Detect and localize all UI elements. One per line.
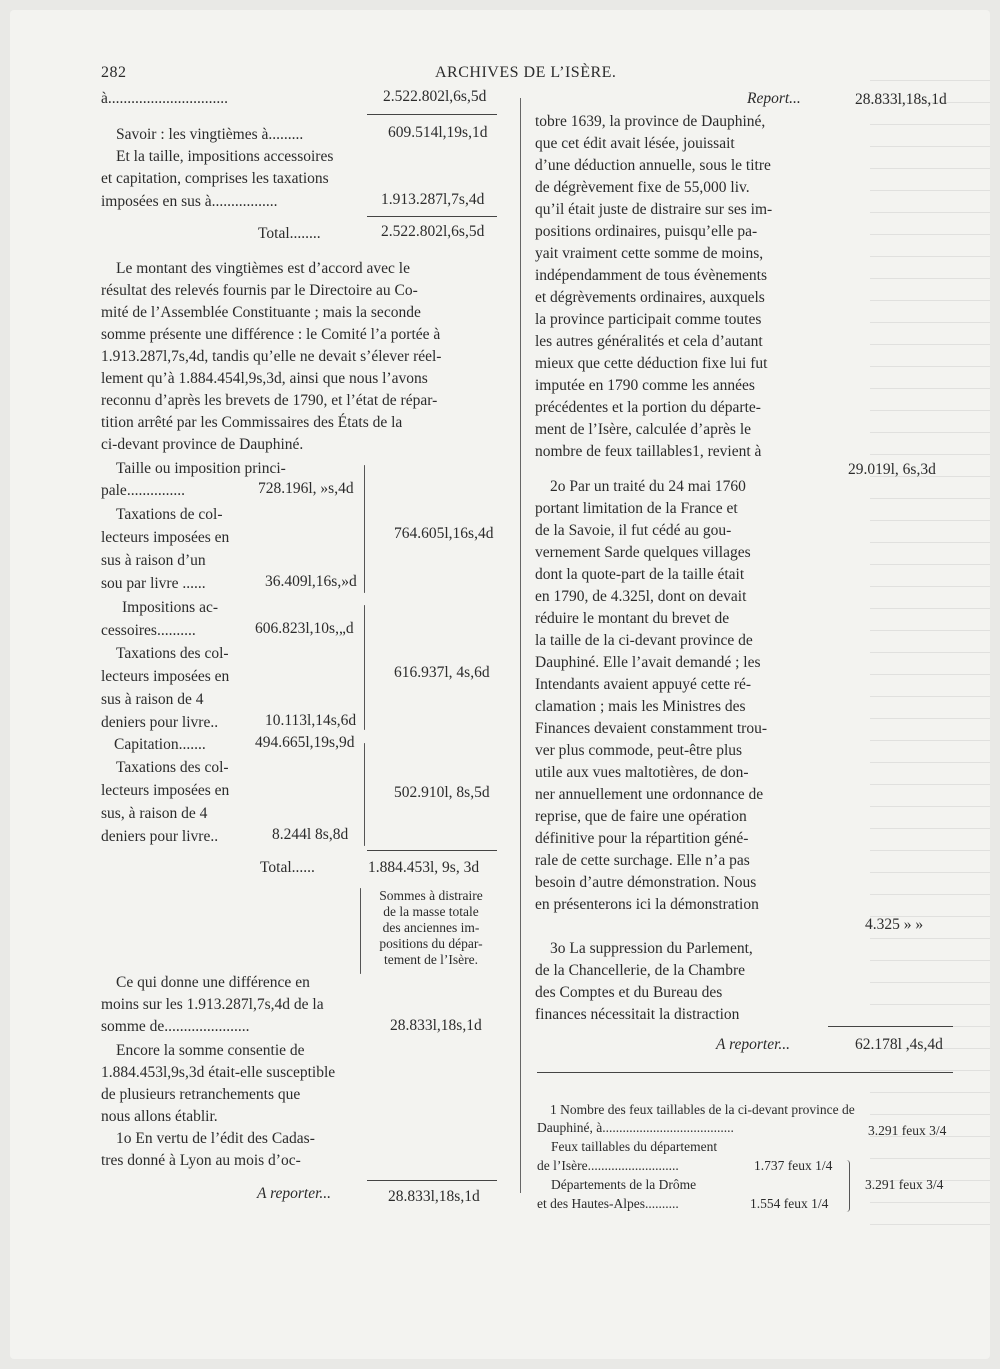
table-row: cessoires..........: [101, 622, 196, 639]
a-reporter-label: A reporter...: [257, 1185, 332, 1202]
para-line: de la Chancellerie, de la Chambre: [535, 962, 746, 979]
para-line: définitive pour la répartition géné-: [535, 830, 749, 847]
table-row: Taxations des col-: [116, 645, 229, 662]
table-row: Taxations des col-: [116, 759, 229, 776]
table-row: Capitation.......: [114, 736, 206, 753]
table-row: Impositions ac-: [122, 599, 218, 616]
table-row: deniers pour livre..: [101, 828, 219, 845]
table-row: lecteurs imposées en: [101, 782, 230, 799]
para-line: rale de cette surchage. Elle n’a pas: [535, 852, 750, 869]
para-line: Encore la somme consentie de: [116, 1042, 305, 1059]
para-line: Le montant des vingtièmes est d’accord avec le: [116, 260, 410, 277]
para-line: nous allons établir.: [101, 1108, 218, 1125]
note-line: de la masse totale: [383, 904, 479, 919]
brace: [364, 465, 365, 593]
table-amount: 8.244l 8s,8d: [272, 826, 349, 843]
footnote-line: de l’Isère...........................: [537, 1158, 679, 1173]
para-line: Finances devaient constamment trou-: [535, 720, 768, 737]
para-line: Ce qui donne une différence en: [116, 974, 310, 991]
sum-rule: [367, 1180, 497, 1181]
para-line: lement qu’à 1.884.454l,9s,3d, ainsi que nous l’avons: [101, 370, 428, 387]
amount-deduction: 29.019l, 6s,3d: [848, 461, 936, 478]
table-row: sus à raison de 4: [101, 691, 204, 708]
para-line: moins sur les 1.913.287l,7s,4d de la: [101, 996, 324, 1013]
amount-difference: 28.833l,18s,1d: [390, 1017, 482, 1034]
table-amount: 494.665l,19s,9d: [255, 734, 355, 751]
para-line: 1.884.453l,9s,3d était-elle susceptible: [101, 1064, 336, 1081]
table-row: Taille ou imposition princi-: [116, 460, 286, 477]
a-reporter-amount: 62.178l ,4s,4d: [855, 1036, 943, 1053]
running-title: ARCHIVES DE L’ISÈRE.: [435, 64, 617, 81]
footnote-line: Départements de la Drôme: [551, 1177, 697, 1192]
subtotal: 616.937l, 4s,6d: [394, 664, 490, 681]
table-row: lecteurs imposées en: [101, 668, 230, 685]
table-amount: 728.196l, »s,4d: [258, 480, 354, 497]
para-line: nombre de feux taillables1, revient à: [535, 443, 762, 460]
amount-taille: 1.913.287l,7s,4d: [381, 191, 485, 208]
para-line: 1o En vertu de l’édit des Cadas-: [116, 1130, 315, 1147]
para-line: finances nécessitait la distraction: [535, 1006, 740, 1023]
right-paragraph-2: [535, 476, 821, 916]
para-line: 1.913.287l,7s,4d, tandis qu’elle ne devait s’élever réel-: [101, 348, 442, 365]
table-amount: 606.823l,10s,„d: [255, 620, 354, 637]
note-line: des anciennes im-: [382, 920, 480, 935]
para-line: positions ordinaires, puisqu’elle pa-: [535, 223, 758, 240]
para-line: ci-devant province de Dauphiné.: [101, 436, 304, 453]
para-line: 3o La suppression du Parlement,: [550, 940, 753, 957]
para-line: dont la quote-part de la taille était: [535, 566, 745, 583]
sum-rule: [367, 114, 497, 115]
para-line: que cet édit avait lésée, jouissait: [535, 135, 735, 152]
para-line: précédentes et la portion du départe-: [535, 399, 761, 416]
amount-sarde: 4.325 » »: [865, 916, 924, 933]
column-divider: [520, 98, 521, 1193]
para-line: de dégrèvement fixe de 55,000 liv.: [535, 179, 750, 196]
para-line: et dégrèvements ordinaires, auxquels: [535, 289, 765, 306]
page-number: 282: [101, 64, 127, 81]
table-row: sus à raison d’un: [101, 552, 206, 569]
para-line: tition arrêté par les Commissaires des États de la: [101, 414, 403, 431]
para-line: reprise, que de faire une opération: [535, 808, 747, 825]
table-row: pale...............: [101, 482, 185, 499]
table-total-amount: 1.884.453l, 9s, 3d: [368, 859, 480, 876]
taille-line-2: et capitation, comprises les taxations: [101, 170, 329, 187]
para-line: des Comptes et du Bureau des: [535, 984, 723, 1001]
sum-rule: [367, 216, 497, 217]
table-row: Taxations de col-: [116, 506, 223, 523]
left-paragraph-1: [101, 258, 497, 456]
subtotal: 502.910l, 8s,5d: [394, 784, 490, 801]
footnote-line: Feux taillables du département: [551, 1139, 718, 1154]
para-line: vernement Sarde quelques villages: [535, 544, 751, 561]
note-line: positions du dépar-: [379, 936, 483, 951]
subtotal: 764.605l,16s,4d: [394, 525, 494, 542]
total-label: Total........: [258, 225, 321, 242]
footnote-sum: 3.291 feux 3/4: [865, 1177, 944, 1192]
para-line: la province participait comme toutes: [535, 311, 762, 328]
para-line: résultat des relevés fournis par le Directoire au Co-: [101, 282, 418, 299]
bleed-through-shadow: [870, 70, 990, 1230]
footnote-rule: [537, 1072, 953, 1073]
side-note: [366, 888, 496, 968]
total-amount: 2.522.802l,6s,5d: [381, 223, 485, 240]
sum-rule: [828, 1026, 953, 1027]
para-line: ver plus commode, peut-être plus: [535, 742, 743, 759]
para-line: somme de......................: [101, 1018, 250, 1035]
left-amount-a: 2.522.802l,6s,5d: [383, 88, 487, 105]
sum-rule: [367, 850, 497, 851]
footnote-amount: 1.554 feux 1/4: [750, 1196, 829, 1211]
table-amount: 10.113l,14s,6d: [265, 712, 357, 729]
para-line: portant limitation de la France et: [535, 500, 738, 517]
para-line: mieux que cette déduction fixe lui fut: [535, 355, 768, 372]
brace: [364, 743, 365, 846]
para-line: indépendamment de tous évènements: [535, 267, 768, 284]
table-row: sus, à raison de 4: [101, 805, 208, 822]
para-line: Intendants avaient appuyé cette ré-: [535, 676, 752, 693]
taille-line-1: Et la taille, impositions accessoires: [116, 148, 334, 165]
report-label: Report...: [747, 90, 801, 107]
para-line: tobre 1639, la province de Dauphiné,: [535, 113, 766, 130]
brace: [364, 605, 365, 730]
right-paragraph-3: [535, 938, 821, 1026]
para-line: somme présente une différence : le Comité l’a portée à: [101, 326, 441, 343]
footnote-line: 1 Nombre des feux taillables de la ci-devant province de: [550, 1102, 855, 1117]
para-line: utile aux vues maltotières, de don-: [535, 764, 749, 781]
right-paragraph-1: [535, 111, 821, 463]
para-line: besoin d’autre démonstration. Nous: [535, 874, 757, 891]
footnote-line: et des Hautes-Alpes..........: [537, 1196, 679, 1211]
note-line: Sommes à distraire: [379, 888, 483, 903]
table-amount: 36.409l,16s,»d: [265, 573, 357, 590]
footnote-line: Dauphiné, à.......................................: [537, 1120, 734, 1135]
para-line: tres donné à Lyon au mois d’oc-: [101, 1152, 301, 1169]
para-line: Dauphiné. Elle l’avait demandé ; les: [535, 654, 761, 671]
note-line: tement de l’Isère.: [383, 952, 479, 967]
table-row: deniers pour livre..: [101, 714, 219, 731]
para-line: en 1790, de 4.325l, dont on devait: [535, 588, 747, 605]
table-row: lecteurs imposées en: [101, 529, 230, 546]
para-line: de plusieurs retranchements que: [101, 1086, 301, 1103]
para-line: yait vraiment cette somme de moins,: [535, 245, 764, 262]
para-line: la taille de la ci-devant province de: [535, 632, 753, 649]
brace: [843, 1160, 850, 1212]
para-line: réduire le montant du brevet de: [535, 610, 730, 627]
table-row: sou par livre ......: [101, 575, 206, 592]
para-line: 2o Par un traité du 24 mai 1760: [550, 478, 746, 495]
amount-vingtiemes: 609.514l,19s,1d: [388, 124, 488, 141]
table-total-label: Total......: [260, 859, 315, 876]
left-paragraph-3: [101, 1040, 366, 1172]
savoir-line: Savoir : les vingtièmes à.........: [116, 126, 304, 143]
document-page: [10, 10, 990, 1359]
para-line: clamation ; mais les Ministres des: [535, 698, 746, 715]
para-line: les autres généralités et cela d’autant: [535, 333, 763, 350]
para-line: ment de l’Isère, calculée d’après le: [535, 421, 752, 438]
para-line: imputée en 1790 comme les années: [535, 377, 755, 394]
brace: [360, 888, 361, 974]
para-line: qu’il était juste de distraire sur ses im-: [535, 201, 773, 218]
footnote-amount: 3.291 feux 3/4: [868, 1123, 947, 1138]
left-line-a: à...............................: [101, 90, 229, 107]
left-paragraph-2: [101, 972, 366, 1038]
taille-line-3: imposées en sus à.................: [101, 193, 278, 210]
para-line: reconnu d’après les brevets de 1790, et l’état de répar-: [101, 392, 438, 409]
para-line: de la Savoie, il fut cédé au gou-: [535, 522, 732, 539]
para-line: en présenterons ici la démonstration: [535, 896, 759, 913]
para-line: ner annuellement une ordonnance de: [535, 786, 764, 803]
footnote-amount: 1.737 feux 1/4: [754, 1158, 833, 1173]
a-reporter-amount: 28.833l,18s,1d: [388, 1188, 480, 1205]
para-line: d’une déduction annuelle, sous le titre: [535, 157, 771, 174]
report-amount: 28.833l,18s,1d: [855, 91, 947, 108]
a-reporter-label: A reporter...: [716, 1036, 791, 1053]
para-line: mité de l’Assemblée Constituante ; mais la seconde: [101, 304, 421, 321]
